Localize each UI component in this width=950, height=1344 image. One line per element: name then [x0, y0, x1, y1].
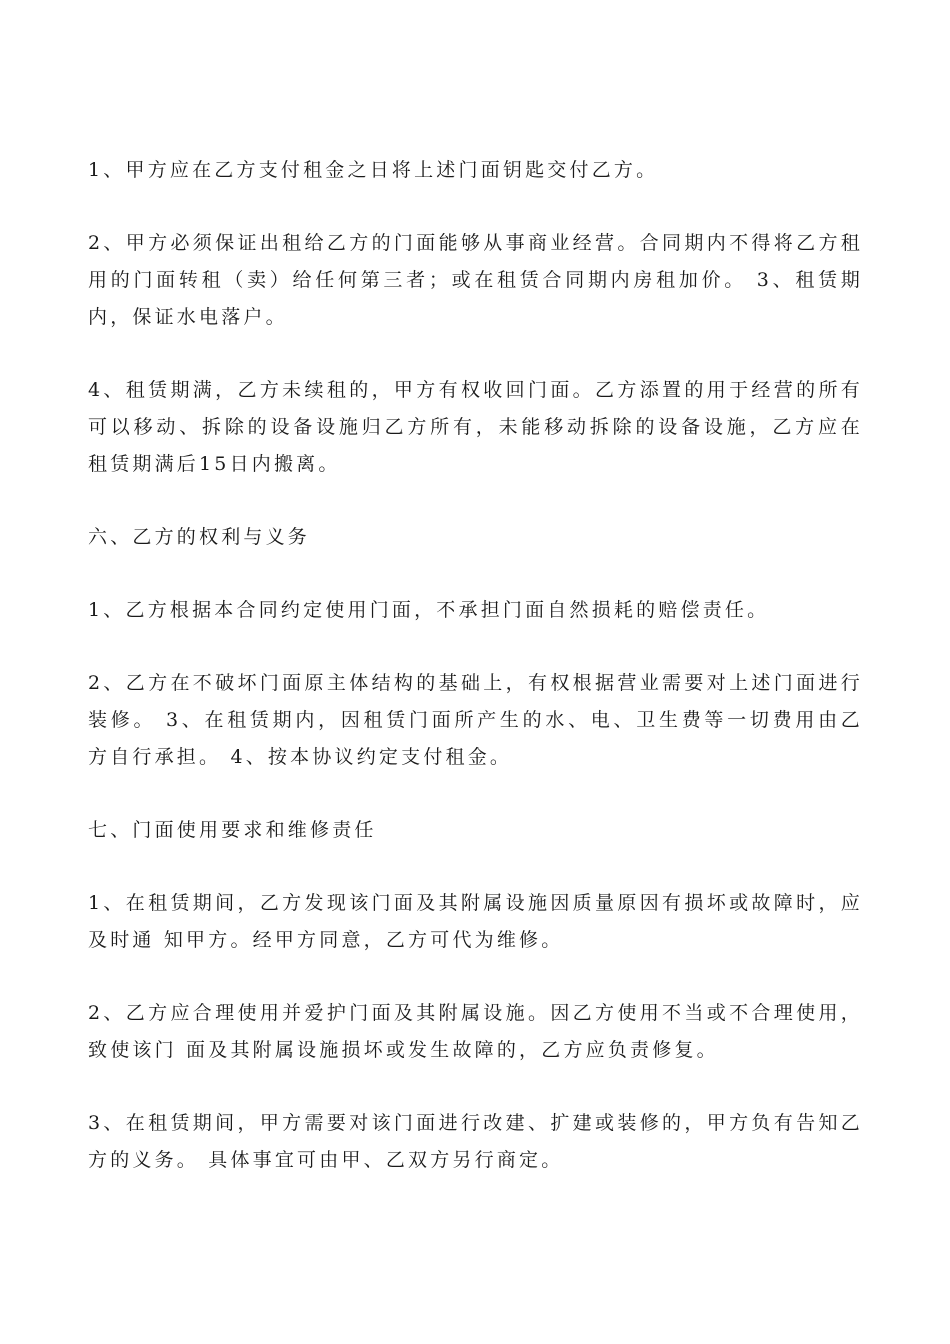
section-heading-rights-obligations: 六、乙方的权利与义务: [88, 526, 311, 548]
paragraph-handover-keys: 1、甲方应在乙方支付租金之日将上述门面钥匙交付乙方。: [88, 159, 659, 181]
paragraph-commercial-use: 2、甲方必须保证出租给乙方的门面能够从事商业经营。合同期内不得将乙方租用的门面转租（卖）给任何第三者；或在租赁合同期内房租加价。 3、租赁期内，保证水电落户。: [88, 232, 863, 328]
paragraph-landlord-renovation: 3、在租赁期间，甲方需要对该门面进行改建、扩建或装修的，甲方负有告知乙方的义务。 具体事宜可由甲、乙双方另行商定。: [88, 1112, 863, 1171]
paragraph-renovation-fees: 2、乙方在不破坏门面原主体结构的基础上，有权根据营业需要对上述门面进行装修。 3、在租赁期内，因租赁门面所产生的水、电、卫生费等一切费用由乙方自行承担。 4、按本协议约定支付租金。: [88, 672, 863, 768]
paragraph-proper-use: 2、乙方应合理使用并爱护门面及其附属设施。因乙方使用不当或不合理使用，致使该门 面及其附属设施损坏或发生故障的，乙方应负责修复。: [88, 1002, 863, 1061]
document-body: [88, 152, 863, 1215]
paragraph-damage-notice: 1、在租赁期间，乙方发现该门面及其附属设施因质量原因有损坏或故障时，应及时通 知甲方。经甲方同意，乙方可代为维修。: [88, 892, 863, 951]
paragraph-use-agreement: 1、乙方根据本合同约定使用门面，不承担门面自然损耗的赔偿责任。: [88, 599, 770, 621]
section-heading-maintenance: 七、门面使用要求和维修责任: [88, 819, 377, 841]
paragraph-lease-expiry: 4、租赁期满，乙方未续租的，甲方有权收回门面。乙方添置的用于经营的所有可以移动、拆除的设备设施归乙方所有，未能移动拆除的设备设施，乙方应在租赁期满后15日内搬离。: [88, 379, 863, 475]
